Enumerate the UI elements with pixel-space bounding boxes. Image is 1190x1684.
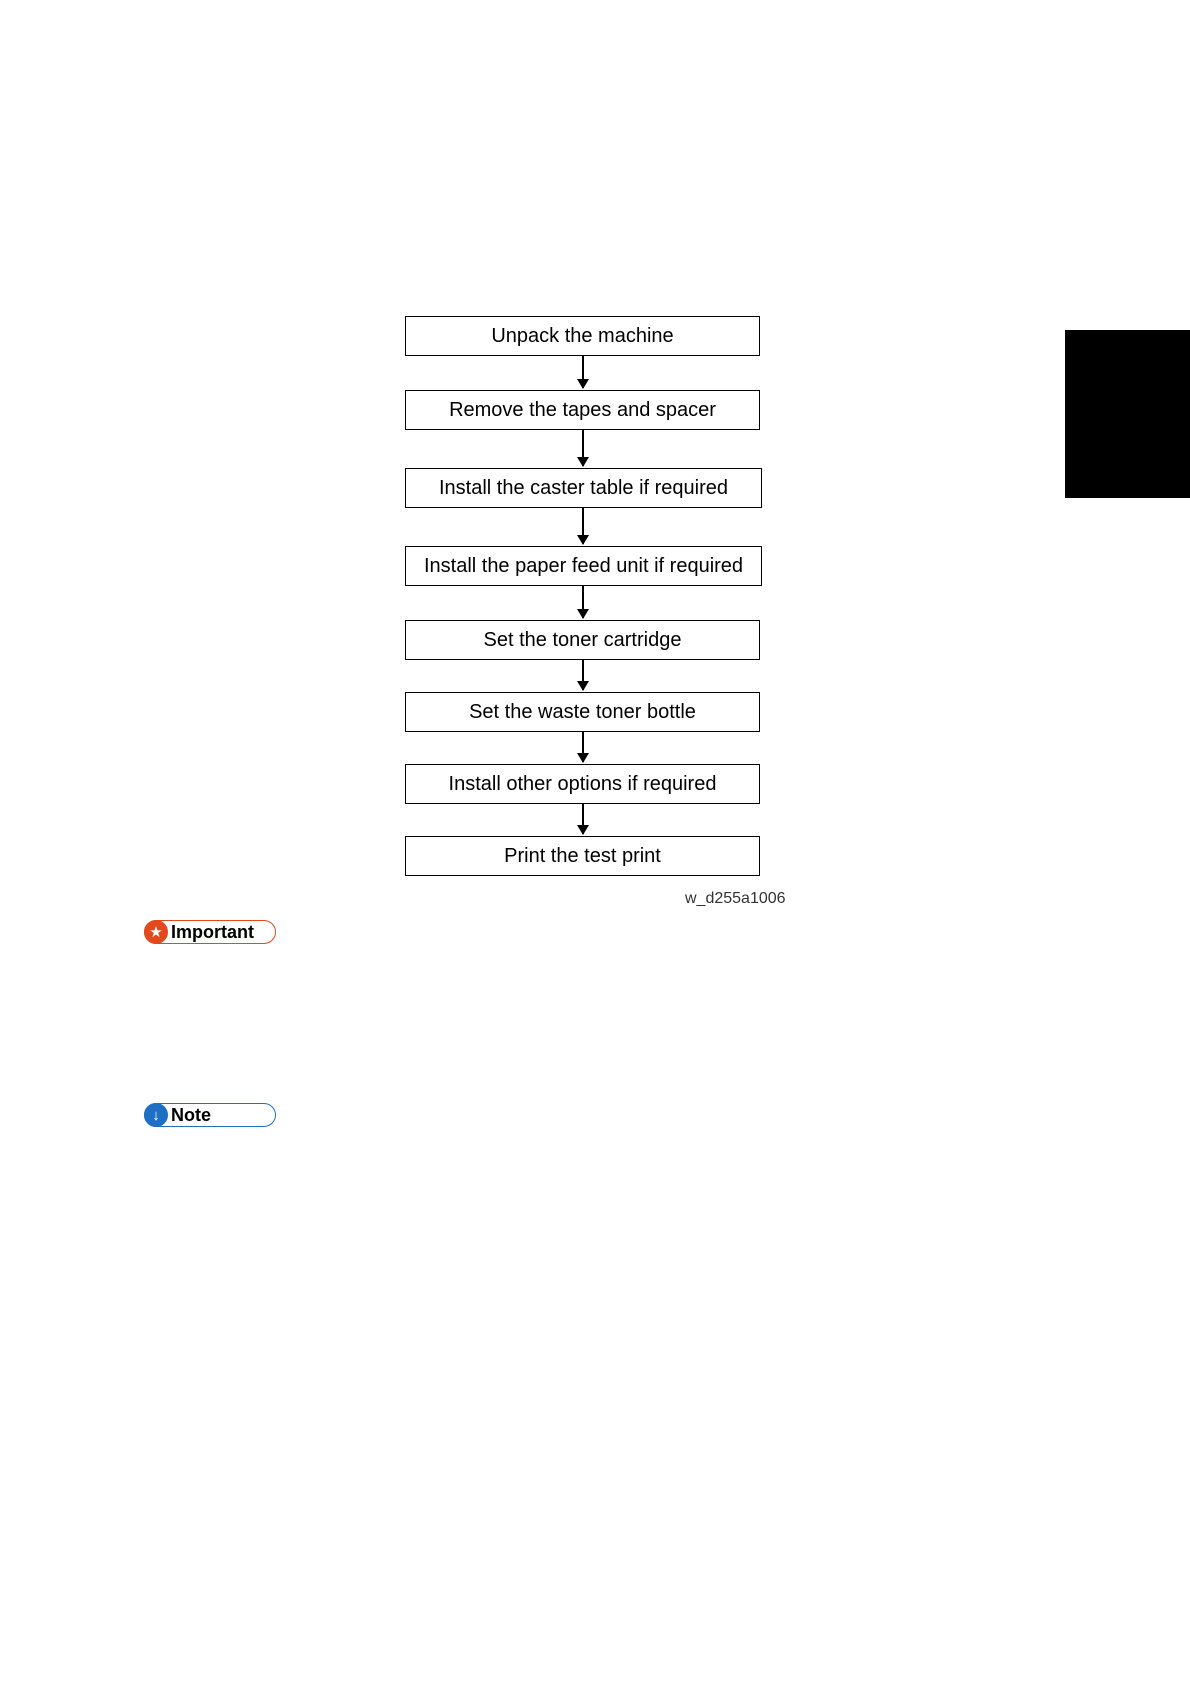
flow-arrow bbox=[582, 804, 584, 834]
note-label: Note bbox=[171, 1104, 211, 1125]
step-remove-tapes bbox=[405, 390, 760, 430]
chapter-tab bbox=[1065, 330, 1190, 498]
flow-arrow bbox=[582, 356, 584, 388]
star-icon: ★ bbox=[144, 920, 168, 944]
step-label: Install other options if required bbox=[448, 772, 717, 795]
step-unpack bbox=[405, 316, 760, 356]
flow-arrow bbox=[582, 660, 584, 690]
step-waste-toner-bottle bbox=[405, 692, 760, 732]
step-label: Set the toner cartridge bbox=[483, 628, 682, 651]
step-caster-table bbox=[405, 468, 762, 508]
important-callout bbox=[144, 920, 276, 944]
step-label: Install the paper feed unit if required bbox=[423, 554, 744, 577]
flow-arrow bbox=[582, 586, 584, 618]
figure-id: w_d255a1006 bbox=[685, 890, 786, 907]
flow-arrow bbox=[582, 732, 584, 762]
step-test-print bbox=[405, 836, 760, 876]
step-label: Set the waste toner bottle bbox=[469, 700, 696, 723]
important-label: Important bbox=[171, 921, 254, 942]
step-label: Unpack the machine bbox=[491, 324, 674, 347]
flow-arrow bbox=[582, 508, 584, 544]
flow-arrow bbox=[582, 430, 584, 466]
step-other-options bbox=[405, 764, 760, 804]
step-paper-feed-unit bbox=[405, 546, 762, 586]
step-label: Install the caster table if required bbox=[438, 476, 729, 499]
step-toner-cartridge bbox=[405, 620, 760, 660]
arrow-down-icon: ↓ bbox=[144, 1103, 168, 1127]
step-label: Remove the tapes and spacer bbox=[449, 398, 716, 421]
note-callout bbox=[144, 1103, 276, 1127]
step-label: Print the test print bbox=[504, 844, 661, 867]
